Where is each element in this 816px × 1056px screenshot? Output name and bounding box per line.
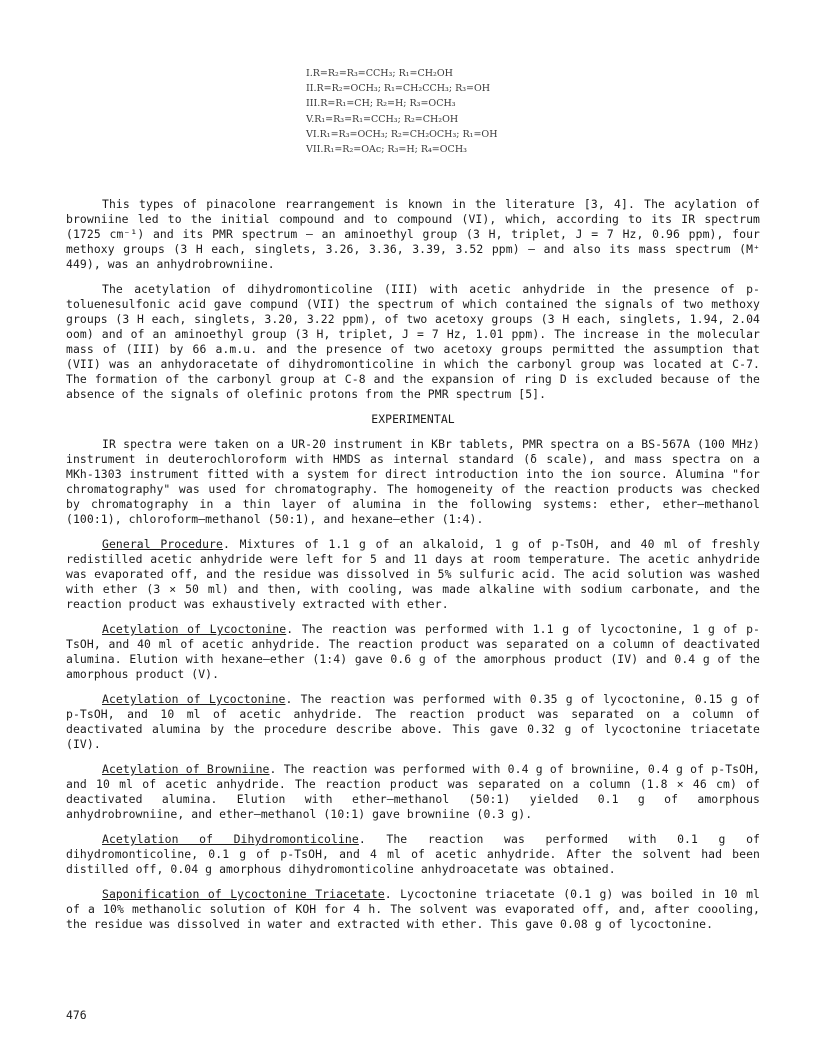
paragraph (66, 832, 760, 877)
paragraph (66, 692, 760, 752)
body-text (66, 197, 760, 942)
formula-line: V.R₁=R₃=R₁=CCH₃; R₂=CH₂OH (306, 113, 459, 125)
run-in-title: Saponification of Lycoctonine Triacetate (102, 887, 385, 901)
paragraph: This types of pinacolone rearrangement is known in the literature [3, 4]. The acylation of browniine led to the initial compound and to compound (VI), which, according to its IR spectrum (1725 cm⁻¹) and its PMR spectrum – an aminoethyl group (3 H, triplet, J = 7 Hz, 0.96 ppm), four methoxy groups (3 H each, singlets, 3.26, 3.36, 3.39, 3.52 ppm) – and also its mass spectrum (M⁺ 449), was an anhydrobrowniine. (66, 197, 760, 271)
paragraph: The acetylation of dihydromonticoline (III) with acetic anhydride in the presence of p-toluenesulfonic acid gave compund (VII) the spectrum of which contained the signals of two methoxy groups (3 H each, singlets, 3.20, 3.22 ppm), of two acetoxy groups (3 H each, singlets, 1.94, 2.04 oom) and of an aminoethyl group (3 H, triplet, J = 7 Hz, 1.01 ppm). The increase in the molecular mass of (III) by 66 a.m.u. and the presence of two acetoxy groups permitted the assumption that (VII) was an anhydoracetate of dihydromonticoline in which the carbonyl group was located at C-7. The formation of the carbonyl group at C-8 and the expansion of ring D is excluded because of the absence of the signals of olefinic protons from the PMR spectrum [5]. (66, 282, 760, 401)
paragraph-body: . The reaction was performed with 0.1 g of dihydromonticoline, 0.1 g of p-TsOH, and 4 ml of acetic anhydride. After the solvent had been distilled off, 0.04 g amorphous dihydromonticoline anhydroacetate was obtained. (66, 832, 760, 876)
paragraph (66, 887, 760, 932)
paragraph: IR spectra were taken on a UR-20 instrument in KBr tablets, PMR spectra on a BS-567A (100 MHz) instrument in deuterochloroform with HMDS as internal standard (δ scale), and mass spectra on a MKh-1303 instrument fitted with a system for direct introduction into the ion source. Alumina "for chromatography" was used for chromatography. The homogeneity of the reaction products was checked by chromatography in a thin layer of alumina in the following systems: ether, ether–methanol (100:1), chloroform–methanol (50:1), and hexane–ether (1:4). (66, 437, 760, 526)
paragraph (66, 762, 760, 822)
formula-line: VII.R₁=R₂=OAc; R₃=H; R₄=OCH₃ (306, 144, 467, 156)
paragraph-body: . The reaction was performed with 0.35 g of lycoctonine, 0.15 g of p-TsOH, and 10 ml of acetic anhydride. The reaction product was separated on a column of deactivated alumina by the procedure describe above. This gave 0.32 g of lycoctonine triacetate (IV). (66, 692, 761, 751)
run-in-title: Acetylation of Browniine (102, 762, 270, 776)
formula-line: III.R=R₁=CH; R₂=H; R₃=OCH₃ (306, 98, 456, 110)
formula-line: I.R=R₂=R₃=CCH₃; R₁=CH₂OH (306, 68, 453, 79)
formula-line: VI.R₁=R₃=OCH₃; R₂=CH₂OCH₃; R₁=OH (306, 128, 498, 140)
paragraph (66, 622, 760, 682)
paragraph-body: . The reaction was performed with 0.4 g of browniine, 0.4 g of p-TsOH, and 10 ml of acetic anhydride. The reaction product was separated on a column (1.8 × 46 cm) of deactivated alumina. Elution with ether–methanol (50:1) yielded 0.1 g of amorphous anhydrobrowniine, and ether–methanol (10:1) gave browniine (0.3 g). (66, 762, 760, 821)
paragraph-body: . The reaction was performed with 1.1 g of lycoctonine, 1 g of p-TsOH, and 40 ml of acetic anhydride. The reaction product was separated on a column of deactivated alumina. Elution with hexane–ether (1:4) gave 0.6 g of the amorphous product (IV) and 0.4 g of the amorphous product (V). (66, 622, 760, 681)
section-heading: EXPERIMENTAL (371, 412, 455, 426)
run-in-title: Acetylation of Lycoctonine (102, 692, 286, 706)
run-in-title: General Procedure (102, 537, 223, 551)
formula-legend (306, 66, 566, 157)
paragraph-body: . Mixtures of 1.1 g of an alkaloid, 1 g of p-TsOH, and 40 ml of freshly redistilled acetic anhydride were left for 5 and 11 days at room temperature. The acetic anhydride was evaporated off, and the residue was dissolved in 5% sulfuric acid. The acid solution was washed with ether (3 × 50 ml) and then, with cooling, was made alkaline with sodium carbonate, and the reaction product was exhaustively extracted with ether. (66, 537, 760, 611)
page-number: 476 (66, 1008, 87, 1022)
run-in-title: Acetylation of Dihydromonticoline (102, 832, 359, 846)
formula-line: II.R=R₂=OCH₃; R₁=CH₂CCH₃; R₃=OH (306, 83, 491, 95)
run-in-title: Acetylation of Lycoctonine (102, 622, 287, 636)
paragraph (66, 537, 760, 612)
paragraph-body: . Lycoctonine triacetate (0.1 g) was boiled in 10 ml of a 10% methanolic solution of KOH for 4 h. The solvent was evaporated off, and, after coooling, the residue was dissolved in water and extracted with ether. This gave 0.08 g of lycoctonine. (66, 887, 760, 931)
